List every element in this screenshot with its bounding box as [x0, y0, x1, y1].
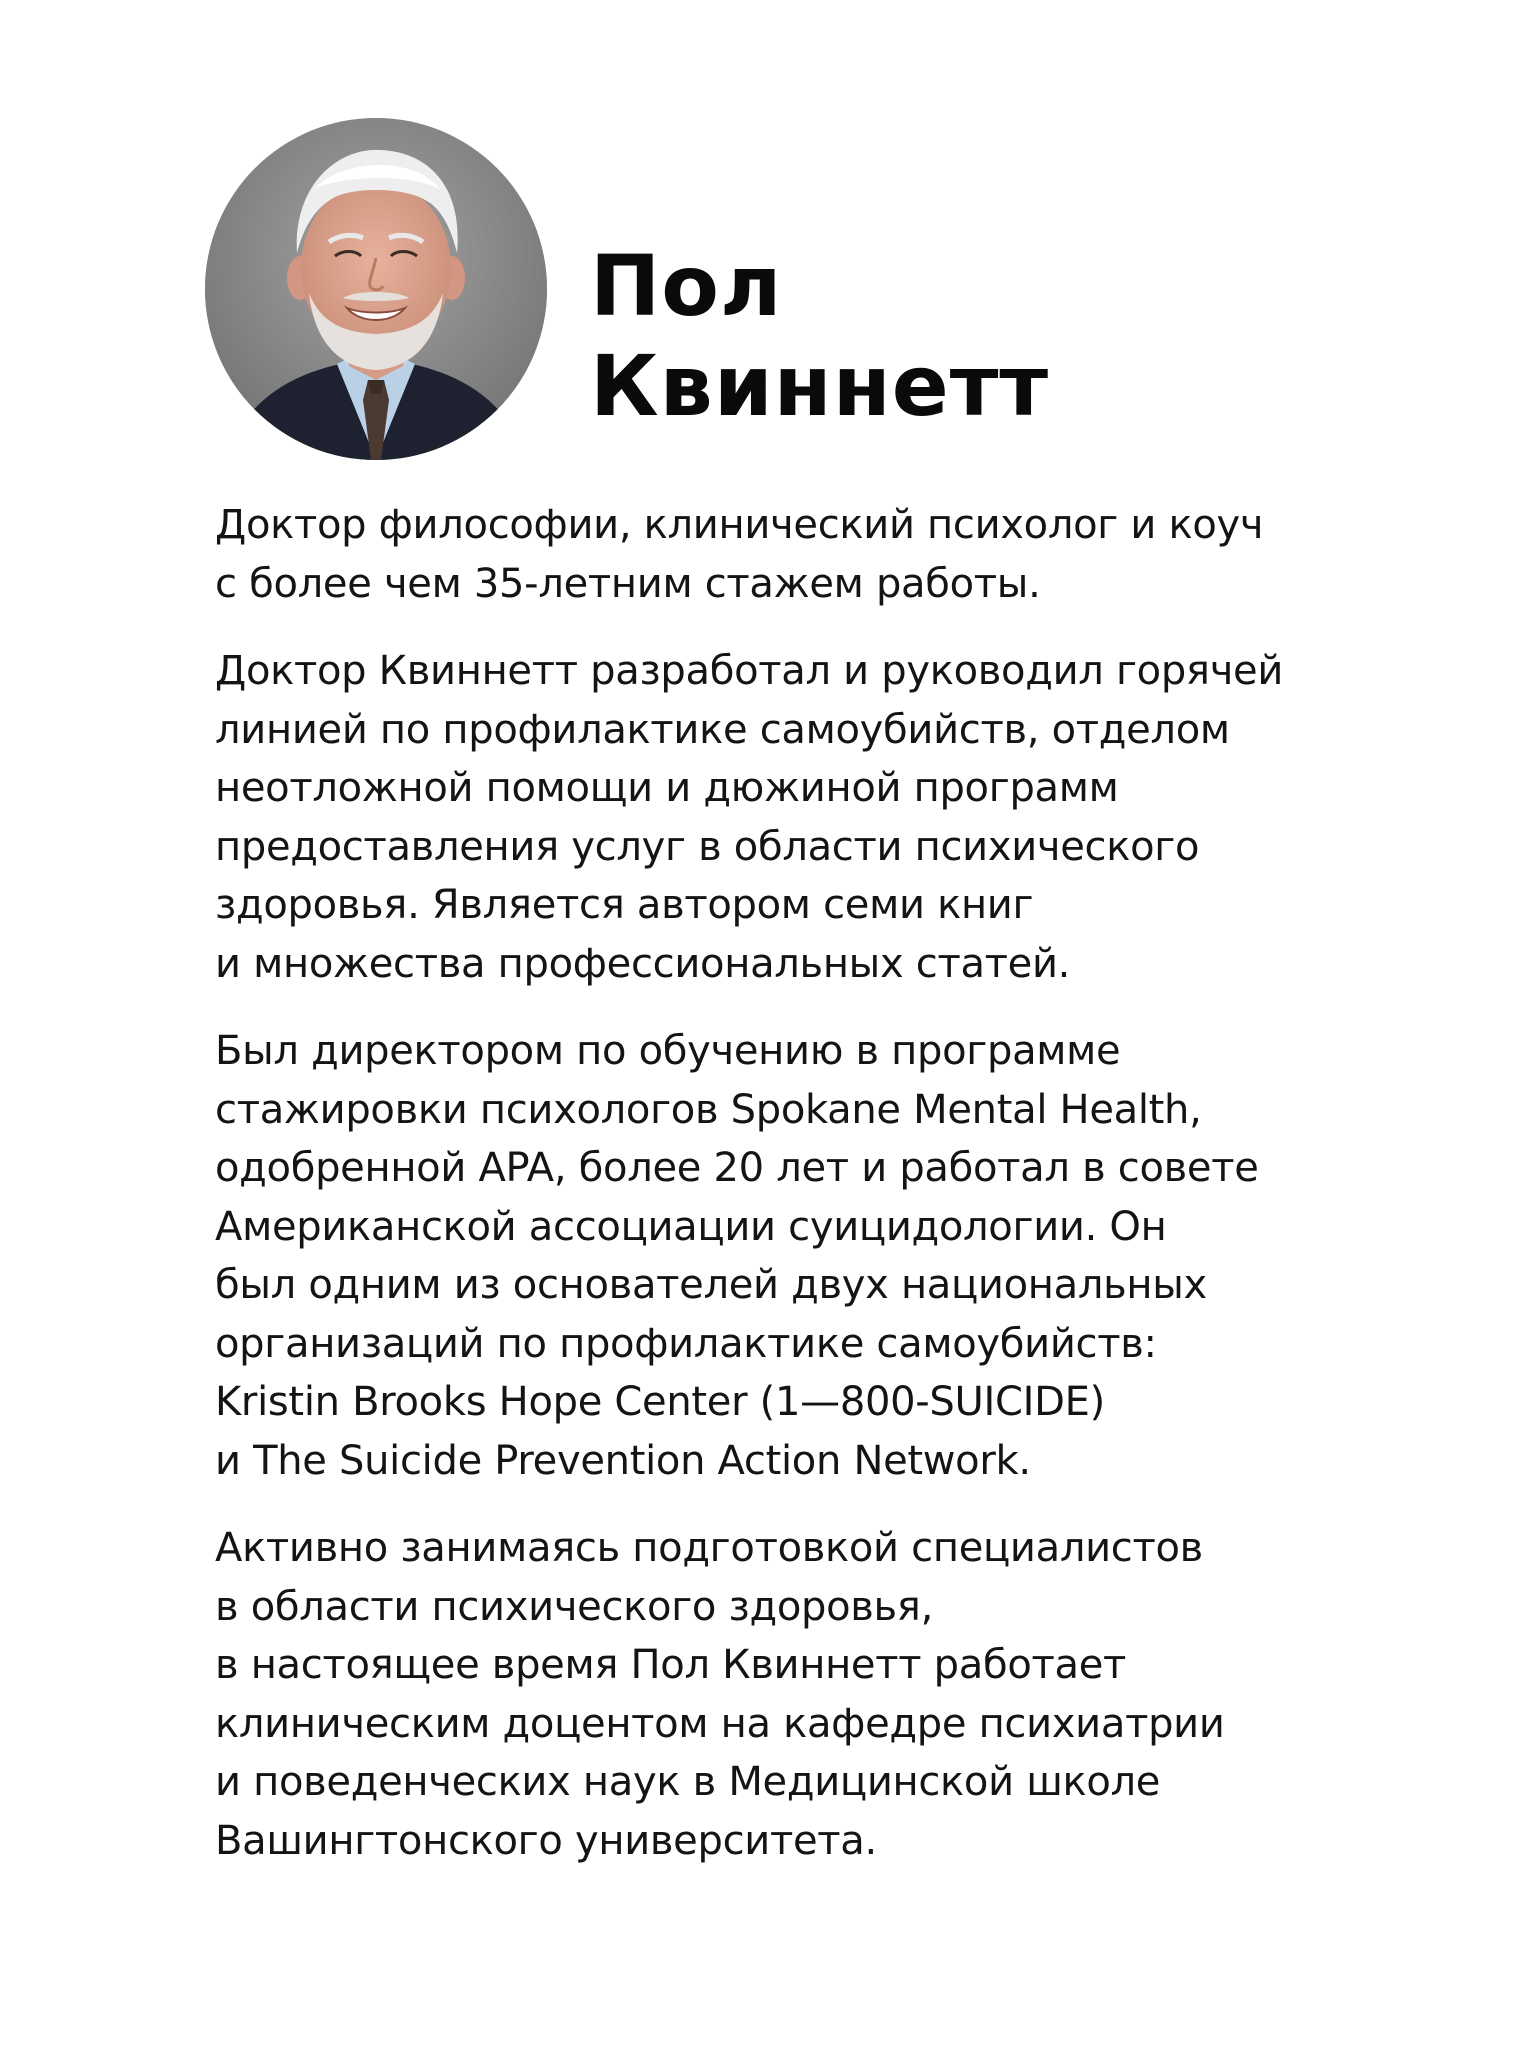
bio-line: Kristin Brooks Hope Center (1—800-SUICIDE): [215, 1379, 1105, 1425]
bio-line: в области психического здоровья,: [215, 1583, 933, 1630]
person-name-line: Квиннетт: [590, 337, 1050, 435]
bio-line: Вашингтонского университета.: [215, 1817, 877, 1864]
bio-line: Активно занимаясь подготовкой специалистов: [215, 1525, 1203, 1571]
bio-paragraph-current: [215, 1519, 1455, 1870]
person-name: [590, 236, 1049, 436]
bio-line: Доктор Квиннетт разработал и руководил горячей: [215, 648, 1284, 694]
bio-paragraph-career: [215, 642, 1455, 993]
bio-line: здоровья. Является автором семи книг: [215, 882, 1034, 928]
person-name-line: Пол: [590, 237, 783, 335]
bio-paragraph-credentials: [215, 496, 1455, 613]
bio-line: с более чем 35-летним стажем работы.: [215, 560, 1041, 607]
biography: [215, 496, 1455, 1899]
bio-line: стажировки психологов Spokane Mental Health,: [215, 1086, 1202, 1133]
avatar: [205, 118, 547, 460]
bio-line: и The Suicide Prevention Action Network.: [215, 1437, 1031, 1484]
bio-line: Был директором по обучению в программе: [215, 1028, 1121, 1074]
bio-line: линией по профилактике самоубийств, отделом: [215, 706, 1230, 753]
portrait-photo: [205, 118, 547, 460]
bio-line: одобренной APA, более 20 лет и работал в совете: [215, 1145, 1259, 1191]
bio-paragraph-training: [215, 1022, 1455, 1490]
bio-line: был одним из основателей двух национальных: [215, 1262, 1207, 1308]
bio-line: и множества профессиональных статей.: [215, 940, 1071, 987]
bio-line: и поведенческих наук в Медицинской школе: [215, 1759, 1161, 1805]
bio-line: Доктор философии, клинический психолог и коуч: [215, 502, 1264, 548]
bio-line: неотложной помощи и дюжиной программ: [215, 765, 1119, 811]
bio-line: в настоящее время Пол Квиннетт работает: [215, 1642, 1127, 1688]
bio-line: предоставления услуг в области психического: [215, 823, 1200, 870]
profile-header: [205, 118, 1355, 468]
bio-line: Американской ассоциации суицидологии. Он: [215, 1203, 1167, 1250]
bio-line: организаций по профилактике самоубийств:: [215, 1320, 1157, 1367]
bio-line: клиническим доцентом на кафедре психиатрии: [215, 1700, 1225, 1747]
